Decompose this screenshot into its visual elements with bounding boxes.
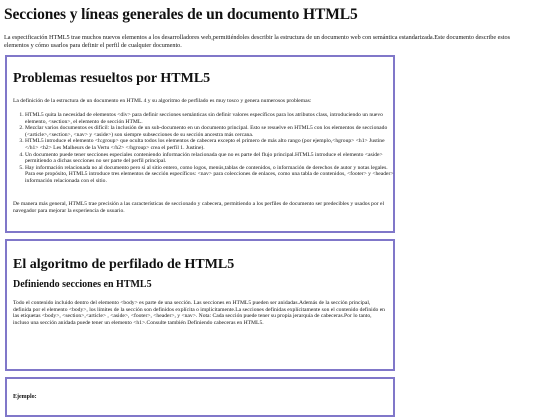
example-card xyxy=(5,377,395,417)
section-heading-algorithm: El algoritmo de perfilado de HTML5 xyxy=(13,257,235,272)
list-item: 5. Hay información relacionada no al documento pero si al sitio entero, como logos, menús,tablas de contenidos, o información de derechos de autor y notas legales. Para ese propósito, HTML5 introduce tres elementos de sección específicos: <nav> para colecciones de enlaces, como una tabla de contenidos, <footer> y <header> información relacionada con el sitio. xyxy=(25,165,397,185)
page-title: Secciones y líneas generales de un documento HTML5 xyxy=(4,6,358,23)
list-item: 1. HTML5 quita la necesidad de elementos <div> para definir secciones semánticas sin definir valores específicos para los atributos class, introduciendo un nuevo elemento, <section>, el elemento de sección HTML. xyxy=(25,112,397,125)
outline-algorithm-card xyxy=(5,239,395,371)
problems-section-card xyxy=(5,55,395,233)
problems-lead-paragraph: La definición de la estructura de un documento en HTML 4 y su algoritmo de perfilado es muy tosco y genera numerosos problemas: xyxy=(13,98,312,104)
list-item: 2. Mezclar varios documentos es difícil: la inclusión de un sub-documento en un documento principal. Esto se resuelve en HTML5 con los elementos de seccionado (<article>,<section>, <nav> y <aside>) son siempre subsecciones de su sección ancestra más cercana. xyxy=(25,125,397,138)
list-item: 3. HTML5 introduce el elemento <h:group> que oculta todos los elementos de cabecera excepto el primero de más alto rango (por ejemplo,<hgroup> <h1> Justine </h1> <h2> Les Malheurs de la Vertu </h2> </hgroup> crea el perfil 1. Justine). xyxy=(25,138,397,151)
algorithm-body-paragraph: Todo el contenido incluido dentro del elemento <body> es parte de una sección. Las secciones en HTML5 pueden ser anidadas.Además de la sección principal, definida por el elemento <body>, los límites de la sección son definidos explícita o implícitamente.La secciones definidas explícitamente son el contenido definido en las etiquetas <body>, <section>,<article> , <aside>, <footer>, <header>, y <nav>. Nota: Cada sección puede tener su propia jerarquía de cabeceras.Por lo tanto, incluso una sección anidada puede tener un elemento <h1>.Consulte también Definiendo cabeceras en HTML5. xyxy=(13,300,385,326)
section-heading-problems: Problemas resueltos por HTML5 xyxy=(13,71,211,86)
intro-paragraph: La especificación HTML5 trae muchos nuevos elementos a los desarrolladores web,permitiéndoles describir la estructura de un documento web con semántica estandarizada.Este documento describe estos elementos y cómo usarlos para definir el perfil de cualquier documento. xyxy=(4,34,510,49)
problems-closing-paragraph: De manera más general, HTML5 trae precisión a las características de seccionado y cabecera, permitiendo a los perfiles de documento ser predecibles y usados por el navegador para mejorar la experiencia de usuario. xyxy=(13,201,385,214)
problems-list xyxy=(13,112,397,185)
list-item: 4. Un documento puede tener secciones especiales conteniendo información relacionada que no es parte del flujo principal.HTML5 introduce el elemento <aside> permitiendo a dichas secciones no ser parte del perfil principal. xyxy=(25,152,397,165)
example-label: Ejemplo: xyxy=(13,394,37,400)
subheading-defining-sections: Definiendo secciones en HTML5 xyxy=(13,279,152,290)
